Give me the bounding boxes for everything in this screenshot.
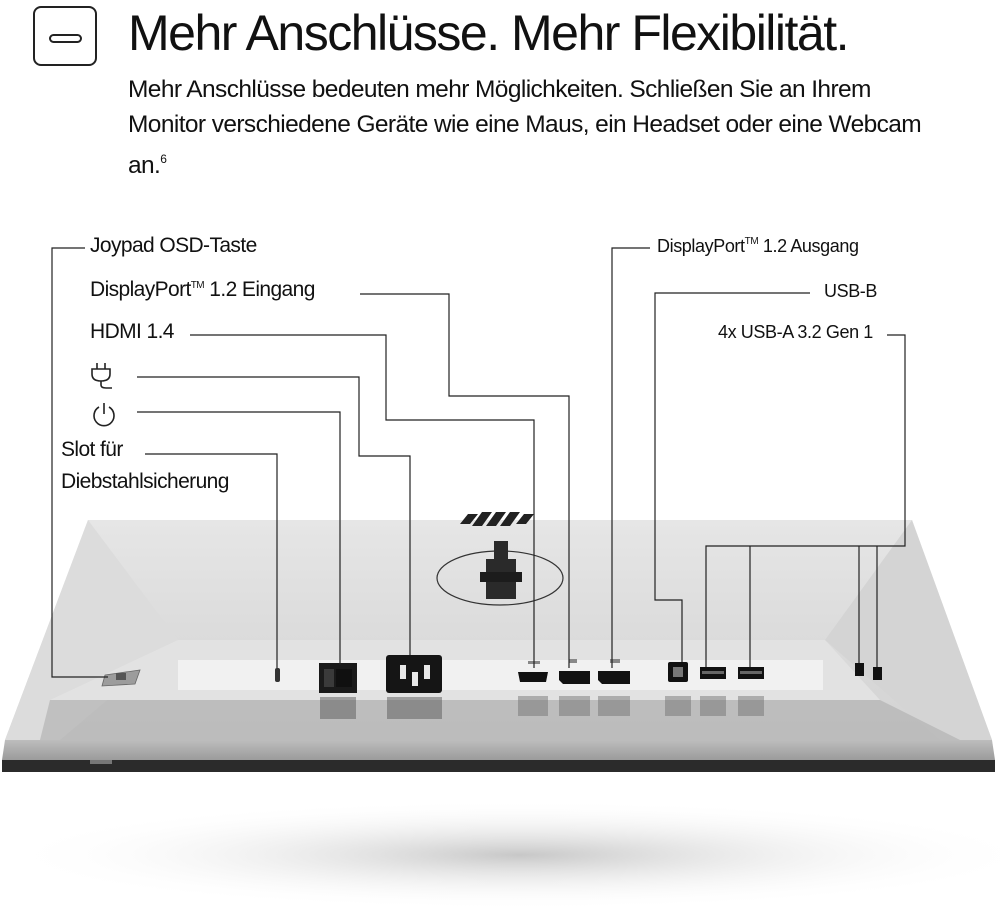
- bottom-bezel: [2, 740, 995, 760]
- power-button-icon-svg: [91, 401, 117, 429]
- label-joypad: Joypad OSD-Taste: [90, 234, 257, 257]
- screen-edge: [2, 760, 995, 772]
- power-plug-icon: [88, 361, 114, 391]
- label-dp-out-name: DisplayPort: [657, 236, 745, 256]
- label-dp-in: [90, 278, 315, 302]
- label-security-slot-line2: Diebstahlsicherung: [61, 470, 229, 493]
- power-plug-icon-svg: [88, 361, 114, 391]
- label-dp-out-version: 1.2 Ausgang: [762, 236, 859, 256]
- label-dp-in-name: DisplayPort: [90, 278, 191, 301]
- trademark-mark: TM: [190, 280, 205, 291]
- label-usb-b: USB-B: [824, 281, 878, 301]
- security-slot: [275, 668, 280, 682]
- floor-shadow: [0, 800, 1000, 910]
- label-security-slot-line1: Slot für: [61, 438, 123, 461]
- usb-a-port-3: [855, 663, 864, 676]
- ac-power-inlet: [386, 655, 442, 719]
- subtitle-text: Mehr Anschlüsse bedeuten mehr Möglichkeiten. Schließen Sie an Ihrem Monitor verschiedene Geräte wie eine Maus, ein Headset oder eine Webcam an.: [128, 76, 922, 179]
- front-indicator: [90, 760, 112, 764]
- io-strip: [178, 660, 823, 690]
- label-dp-in-version: 1.2 Eingang: [209, 278, 315, 301]
- label-hdmi: HDMI 1.4: [90, 320, 174, 343]
- usb-a-port-4: [873, 667, 882, 680]
- label-dp-out: [657, 236, 859, 257]
- trademark-mark: TM: [744, 236, 759, 247]
- power-button-icon: [91, 401, 117, 429]
- bottom-frame: [40, 700, 960, 740]
- label-usb-a: 4x USB-A 3.2 Gen 1: [718, 322, 873, 342]
- footnote-marker: 6: [160, 152, 167, 166]
- page-title: Mehr Anschlüsse. Mehr Flexibilität.: [128, 5, 849, 61]
